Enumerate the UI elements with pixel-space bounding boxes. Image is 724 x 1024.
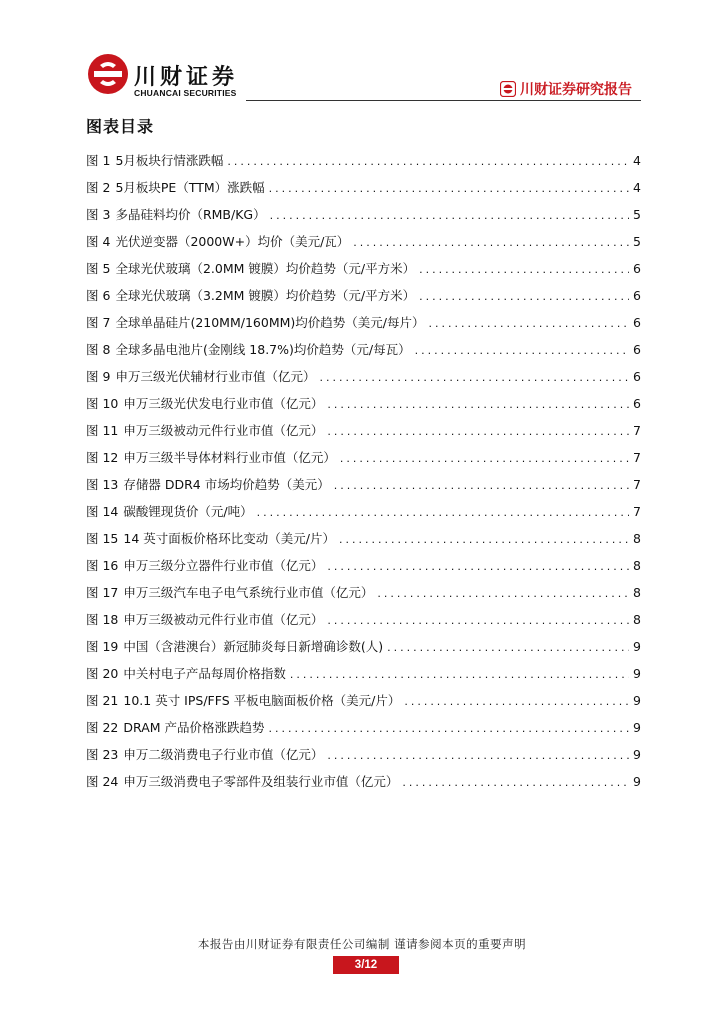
toc-entry[interactable] xyxy=(86,421,641,448)
toc-figure-number: 图 18 xyxy=(86,612,119,627)
toc-figure-title: 全球光伏玻璃（2.0MM 镀膜）均价趋势（元/平方米） xyxy=(115,261,416,276)
toc-figure-number: 图 10 xyxy=(86,396,119,411)
toc-figure-title: 申万三级消费电子零部件及组装行业市值（亿元） xyxy=(123,774,399,789)
toc-figure-number: 图 3 xyxy=(86,207,111,222)
toc-entry[interactable] xyxy=(86,664,641,691)
toc-page-number: 9 xyxy=(633,747,641,762)
toc-entry[interactable] xyxy=(86,475,641,502)
toc-page-number: 6 xyxy=(633,261,641,276)
toc-dot-leader xyxy=(269,722,629,735)
toc-entry[interactable] xyxy=(86,205,641,232)
toc-entry[interactable] xyxy=(86,286,641,313)
toc-figure-number: 图 20 xyxy=(86,666,119,681)
toc-entry[interactable] xyxy=(86,367,641,394)
toc-dot-leader xyxy=(327,398,629,411)
toc-dot-leader xyxy=(327,560,629,573)
toc-entry[interactable] xyxy=(86,394,641,421)
toc-page-number: 7 xyxy=(633,423,641,438)
toc-entry[interactable] xyxy=(86,691,641,718)
toc-dot-leader xyxy=(327,749,629,762)
toc-entry[interactable] xyxy=(86,502,641,529)
toc-figure-number: 图 7 xyxy=(86,315,111,330)
toc-entry[interactable] xyxy=(86,448,641,475)
toc-figure-number: 图 14 xyxy=(86,504,119,519)
page-number-badge: 3/12 xyxy=(333,956,399,974)
toc-page-number: 8 xyxy=(633,612,641,627)
toc-figure-title: 存储器 DDR4 市场均价趋势（美元） xyxy=(123,477,330,492)
toc-page-number: 8 xyxy=(633,558,641,573)
toc-dot-leader xyxy=(339,533,629,546)
chuancai-mini-logo-icon xyxy=(500,81,516,97)
toc-entry-label xyxy=(86,691,400,709)
toc-dot-leader xyxy=(269,182,629,195)
toc-figure-title: 14 英寸面板价格环比变动（美元/片） xyxy=(123,531,335,546)
toc-page-number: 4 xyxy=(633,180,641,195)
toc-figure-title: 碳酸锂现货价（元/吨） xyxy=(123,504,253,519)
toc-dot-leader xyxy=(353,236,629,249)
toc-figure-number: 图 23 xyxy=(86,747,119,762)
toc-figure-title: 申万三级半导体材料行业市值（亿元） xyxy=(123,450,336,465)
toc-entry-label xyxy=(86,529,335,547)
toc-figure-title: 5月板块PE（TTM）涨跌幅 xyxy=(115,180,265,195)
toc-entry-label xyxy=(86,394,323,412)
toc-figure-number: 图 24 xyxy=(86,774,119,789)
toc-figure-title: 申万三级被动元件行业市值（亿元） xyxy=(123,423,324,438)
toc-dot-leader xyxy=(334,479,629,492)
toc-dot-leader xyxy=(415,344,629,357)
toc-figure-number: 图 4 xyxy=(86,234,111,249)
toc-dot-leader xyxy=(319,371,629,384)
toc-dot-leader xyxy=(402,776,629,789)
toc-dot-leader xyxy=(419,263,629,276)
toc-entry-label xyxy=(86,637,383,655)
toc-entry-label xyxy=(86,556,323,574)
toc-figure-number: 图 5 xyxy=(86,261,111,276)
toc-dot-leader xyxy=(327,425,629,438)
toc-entry-label xyxy=(86,367,315,385)
toc-entry-label xyxy=(86,151,223,169)
toc-dot-leader xyxy=(327,614,629,627)
brand-name-cn: 川财证券 xyxy=(134,65,239,90)
toc-figure-number: 图 22 xyxy=(86,720,119,735)
toc-entry-label xyxy=(86,475,330,493)
toc-entry[interactable] xyxy=(86,529,641,556)
toc-page-number: 5 xyxy=(633,234,641,249)
toc-entry-label xyxy=(86,448,336,466)
toc-figure-number: 图 13 xyxy=(86,477,119,492)
toc-page-number: 5 xyxy=(633,207,641,222)
toc-page-number: 8 xyxy=(633,585,641,600)
toc-figure-title: 申万三级汽车电子电气系统行业市值（亿元） xyxy=(123,585,374,600)
toc-page-number: 9 xyxy=(633,720,641,735)
toc-entry-label xyxy=(86,286,415,304)
toc-figure-title: 中关村电子产品每周价格指数 xyxy=(123,666,286,681)
toc-entry-label xyxy=(86,745,323,763)
toc-dot-leader xyxy=(377,587,629,600)
toc-figure-title: 光伏逆变器（2000W+）均价（美元/瓦） xyxy=(115,234,350,249)
toc-figure-number: 图 8 xyxy=(86,342,111,357)
toc-entry[interactable] xyxy=(86,340,641,367)
toc-title: 图表目录 xyxy=(86,117,155,136)
toc-entry[interactable] xyxy=(86,151,641,178)
toc-page-number: 4 xyxy=(633,153,641,168)
toc-page-number: 6 xyxy=(633,369,641,384)
toc-figure-number: 图 21 xyxy=(86,693,119,708)
toc-figure-number: 图 9 xyxy=(86,369,111,384)
toc-page-number: 7 xyxy=(633,450,641,465)
toc-figure-number: 图 11 xyxy=(86,423,119,438)
toc-figure-number: 图 6 xyxy=(86,288,111,303)
toc-figure-title: 全球单晶硅片(210MM/160MM)均价趋势（美元/每片） xyxy=(115,315,425,330)
toc-figure-number: 图 19 xyxy=(86,639,119,654)
footer-disclaimer: 本报告由川财证券有限责任公司编制 谨请参阅本页的重要声明 xyxy=(197,937,527,951)
toc-page-number: 7 xyxy=(633,504,641,519)
toc-entry[interactable] xyxy=(86,556,641,583)
toc-page-number: 9 xyxy=(633,639,641,654)
page-header xyxy=(0,0,724,104)
toc-figure-number: 图 16 xyxy=(86,558,119,573)
toc-entry[interactable] xyxy=(86,583,641,610)
toc-entry[interactable] xyxy=(86,313,641,340)
toc-entry-label xyxy=(86,340,411,358)
toc-page-number: 9 xyxy=(633,666,641,681)
toc-dot-leader xyxy=(340,452,629,465)
report-label xyxy=(500,78,632,100)
toc-page-number: 9 xyxy=(633,774,641,789)
toc-entry[interactable] xyxy=(86,772,641,799)
toc-dot-leader xyxy=(290,668,629,681)
toc-page-number: 6 xyxy=(633,315,641,330)
toc-dot-leader xyxy=(227,155,629,168)
toc-entry[interactable] xyxy=(86,259,641,286)
toc-figure-number: 图 17 xyxy=(86,585,119,600)
toc-entry[interactable] xyxy=(86,178,641,205)
toc-page-number: 7 xyxy=(633,477,641,492)
toc-page-number: 6 xyxy=(633,342,641,357)
toc-entry[interactable] xyxy=(86,610,641,637)
toc-entry-label xyxy=(86,772,398,790)
toc-entry[interactable] xyxy=(86,232,641,259)
toc-figure-title: 5月板块行情涨跌幅 xyxy=(115,153,224,168)
toc-figure-title: 多晶硅料均价（RMB/KG） xyxy=(115,207,266,222)
toc-figure-title: 中国（含港澳台）新冠肺炎每日新增确诊数(人) xyxy=(123,639,384,654)
toc-figure-title: 申万二级消费电子行业市值（亿元） xyxy=(123,747,324,762)
toc-figure-title: 申万三级光伏辅材行业市值（亿元） xyxy=(115,369,316,384)
toc-dot-leader xyxy=(257,506,629,519)
toc-entry-label xyxy=(86,205,266,223)
report-label-text: 川财证券研究报告 xyxy=(520,82,632,98)
toc-dot-leader xyxy=(270,209,629,222)
toc-page-number: 8 xyxy=(633,531,641,546)
toc-figure-title: DRAM 产品价格涨跌趋势 xyxy=(123,720,265,735)
toc-entry-label xyxy=(86,421,323,439)
header-divider xyxy=(246,100,641,101)
figure-table-of-contents xyxy=(86,151,641,799)
toc-page-number: 6 xyxy=(633,288,641,303)
toc-figure-title: 申万三级光伏发电行业市值（亿元） xyxy=(123,396,324,411)
toc-dot-leader xyxy=(428,317,629,330)
toc-figure-title: 10.1 英寸 IPS/FFS 平板电脑面板价格（美元/片） xyxy=(123,693,401,708)
toc-figure-title: 全球光伏玻璃（3.2MM 镀膜）均价趋势（元/平方米） xyxy=(115,288,416,303)
brand-name-en: CHUANCAI SECURITIES xyxy=(134,88,237,98)
toc-figure-title: 申万三级分立器件行业市值（亿元） xyxy=(123,558,324,573)
toc-figure-title: 申万三级被动元件行业市值（亿元） xyxy=(123,612,324,627)
toc-entry-label xyxy=(86,502,253,520)
toc-entry-label xyxy=(86,178,265,196)
toc-entry[interactable] xyxy=(86,637,641,664)
toc-entry-label xyxy=(86,583,373,601)
toc-dot-leader xyxy=(387,641,629,654)
toc-figure-number: 图 2 xyxy=(86,180,111,195)
toc-entry-label xyxy=(86,232,349,250)
toc-figure-title: 全球多晶电池片(金刚线 18.7%)均价趋势（元/每瓦） xyxy=(115,342,411,357)
toc-page-number: 9 xyxy=(633,693,641,708)
toc-dot-leader xyxy=(419,290,629,303)
chuancai-logo-icon xyxy=(86,52,130,96)
toc-entry[interactable] xyxy=(86,718,641,745)
toc-entry[interactable] xyxy=(86,745,641,772)
toc-entry-label xyxy=(86,718,265,736)
toc-page-number: 6 xyxy=(633,396,641,411)
toc-entry-label xyxy=(86,664,286,682)
toc-entry-label xyxy=(86,610,323,628)
toc-figure-number: 图 15 xyxy=(86,531,119,546)
toc-figure-number: 图 12 xyxy=(86,450,119,465)
toc-entry-label xyxy=(86,313,424,331)
toc-dot-leader xyxy=(404,695,629,708)
toc-figure-number: 图 1 xyxy=(86,153,111,168)
toc-entry-label xyxy=(86,259,415,277)
